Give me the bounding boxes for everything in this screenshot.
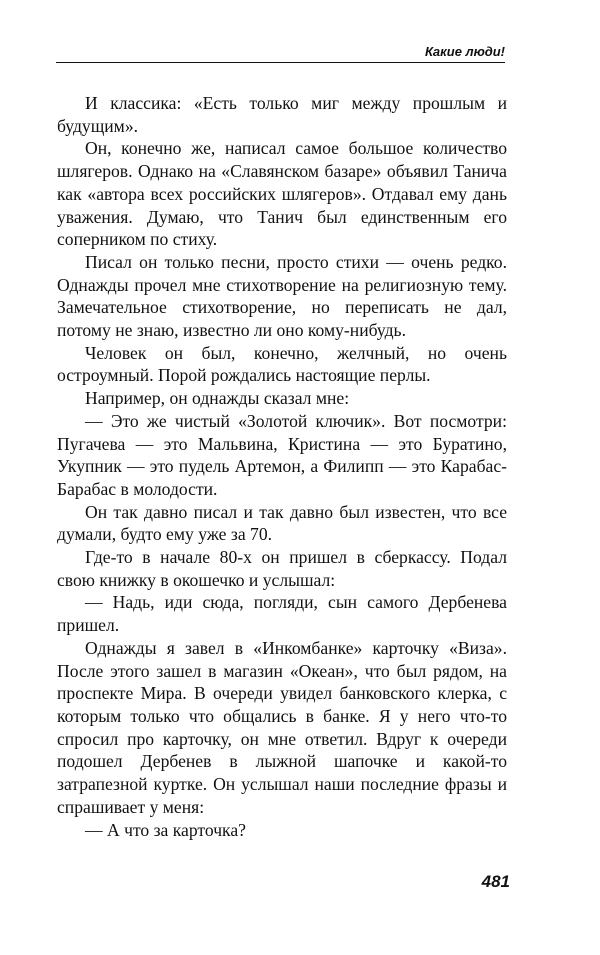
paragraph: — А что за карточка? xyxy=(85,819,246,840)
paragraph: — Надь, иди сюда, погляди, сын самого Дербенева пришел. xyxy=(57,592,507,636)
paragraph: Однажды я завел в «Инкомбанке» карточку «Виза». После этого зашел в магазин «Океан», что был рядом, на проспекте Мира. В очереди увидел банковского клерка, с которым только что общались в банке. Я у него что-то спросил про карточку, он мне ответил. Вдруг к очереди подошел Дербенев в лыжной шапочке и какой-то затрапезной куртке. Он услышал наши последние фразы и спрашивает у меня: xyxy=(57,637,507,817)
paragraph: — Это же чистый «Золотой ключик». Вот посмотри: Пугачева — это Мальвина, Кристина — это Буратино, Укупник — это пудель Артемон, а Филипп — это Карабас-Барабас в молодости. xyxy=(57,410,507,499)
paragraph: Он так давно писал и так давно был известен, что все думали, будто ему уже за 70. xyxy=(57,501,507,545)
paragraph: Где-то в начале 80-х он пришел в сберкассу. Подал свою книжку в окошечко и услышал: xyxy=(57,547,507,590)
paragraph: Писал он только песни, просто стихи — очень редко. Однажды прочел мне стихотворение на религиозную тему. Замечательное стихотворение, но переписать не дал, потому не знаю, известно ли оно кому-нибудь. xyxy=(57,251,507,341)
paragraph: И классика: «Есть только миг между прошлым и будущим». xyxy=(57,93,507,136)
paragraph: Человек он был, конечно, желчный, но очень остроумный. Порой рождались настоящие перлы. xyxy=(57,342,507,386)
page-number: 481 xyxy=(481,872,510,891)
running-head xyxy=(56,44,505,63)
running-title: Какие люди! xyxy=(424,44,505,59)
body-text xyxy=(57,92,507,841)
paragraph: Он, конечно же, написал самое большое количество шлягеров. Однако на «Славянском базаре» объявил Танича как «автора всех российских шлягеров». Отдавал ему дань уважения. Думаю, что Танич был единственным его соперником по стиху. xyxy=(57,138,507,250)
paragraph: Например, он однажды сказал мне: xyxy=(85,388,350,409)
